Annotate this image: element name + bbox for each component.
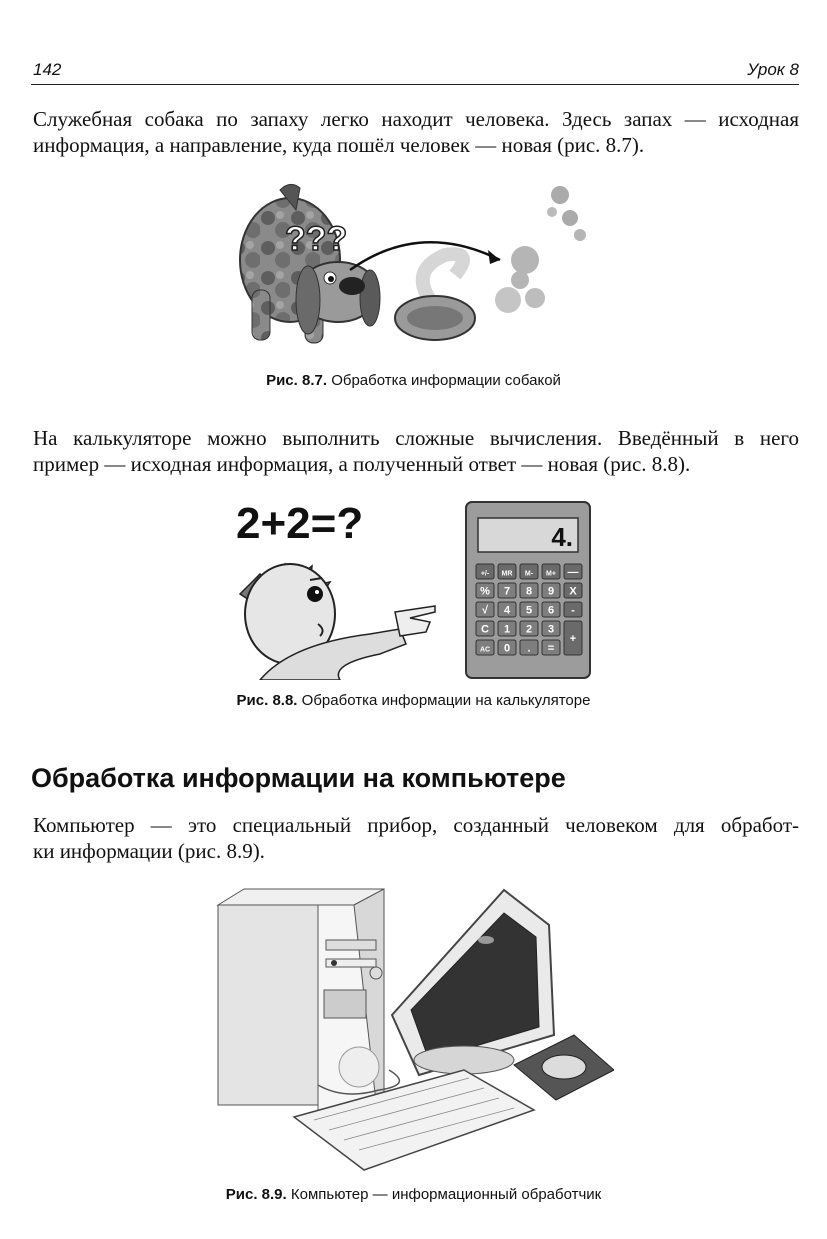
- calculator-display: 4.: [551, 522, 573, 552]
- calculator-key-label: 5: [525, 604, 533, 617]
- paragraph-line: информация, а направление, куда пошёл человек — новая (рис. 8.7).: [33, 133, 645, 157]
- figure-label: Рис. 8.9.: [225, 1186, 287, 1203]
- figure-caption-text: Обработка информации собакой: [331, 372, 561, 389]
- section-heading: Обработка информации на компьютере: [31, 763, 566, 793]
- calculator-key-label: +: [569, 633, 577, 645]
- calculator-key-label: =: [547, 642, 555, 655]
- computer-illustration: [214, 885, 614, 1175]
- figure-caption-text: Обработка информации на калькуляторе: [301, 692, 591, 709]
- calculator-key-label: -: [571, 604, 575, 617]
- lesson-label: Урок 8: [747, 60, 799, 79]
- dog-illustration: [230, 180, 600, 360]
- paragraph-line: пример — исходная информация, а полученный ответ — новая (рис. 8.8).: [33, 452, 691, 476]
- calculator-key-label: M+: [546, 570, 556, 578]
- equation-text: 2+2=?: [236, 499, 364, 548]
- paragraph-line: Компьютер — это специальный прибор, созданный человеком для обработ-: [33, 813, 799, 837]
- paragraph-computer: [33, 812, 799, 864]
- calculator-key-label: 6: [547, 604, 555, 617]
- calculator-key-label: .: [527, 642, 531, 655]
- calculator-illustration: [230, 494, 600, 680]
- calculator-key-label: 0: [503, 642, 511, 655]
- figure-label: Рис. 8.7.: [266, 372, 328, 389]
- header-rule: [31, 84, 799, 85]
- figure-caption: [0, 692, 827, 709]
- calculator-key-label: 9: [547, 585, 555, 598]
- calculator-key-label: %: [480, 585, 490, 598]
- paragraph-dog: [33, 106, 799, 158]
- figure-caption: [0, 372, 827, 389]
- calculator-key-label: +/-: [480, 570, 490, 578]
- calculator-key-label: C: [481, 623, 489, 636]
- calculator-key-label: MR: [501, 570, 513, 578]
- calculator-keypad: [476, 564, 582, 655]
- calculator-key-label: 3: [547, 623, 555, 636]
- calculator-key-label: 1: [503, 623, 511, 636]
- calculator-key-label: √: [481, 604, 489, 617]
- figure-caption: [0, 1186, 827, 1203]
- paragraph-line: ки информации (рис. 8.9).: [33, 839, 265, 863]
- figure-label: Рис. 8.8.: [236, 692, 298, 709]
- calculator-key-label: 8: [525, 585, 533, 598]
- calculator-key-label: X: [569, 585, 577, 598]
- calculator-key-label: 4: [503, 604, 511, 617]
- calculator-key-label: —: [567, 566, 579, 579]
- calculator-key-label: AC: [479, 646, 491, 654]
- calculator-key-label: 7: [503, 585, 511, 598]
- paragraph-calculator: [33, 425, 799, 477]
- calculator-key-label: 2: [525, 623, 533, 636]
- calculator-key-label: M-: [524, 570, 534, 578]
- page-number: 142: [33, 60, 62, 79]
- question-marks: ???: [285, 220, 348, 258]
- figure-caption-text: Компьютер — информационный обработчик: [290, 1186, 602, 1203]
- paragraph-line: Служебная собака по запаху легко находит человека. Здесь запах — исходная: [33, 107, 799, 131]
- paragraph-line: На калькуляторе можно выполнить сложные вычисления. Введённый в него: [33, 426, 799, 450]
